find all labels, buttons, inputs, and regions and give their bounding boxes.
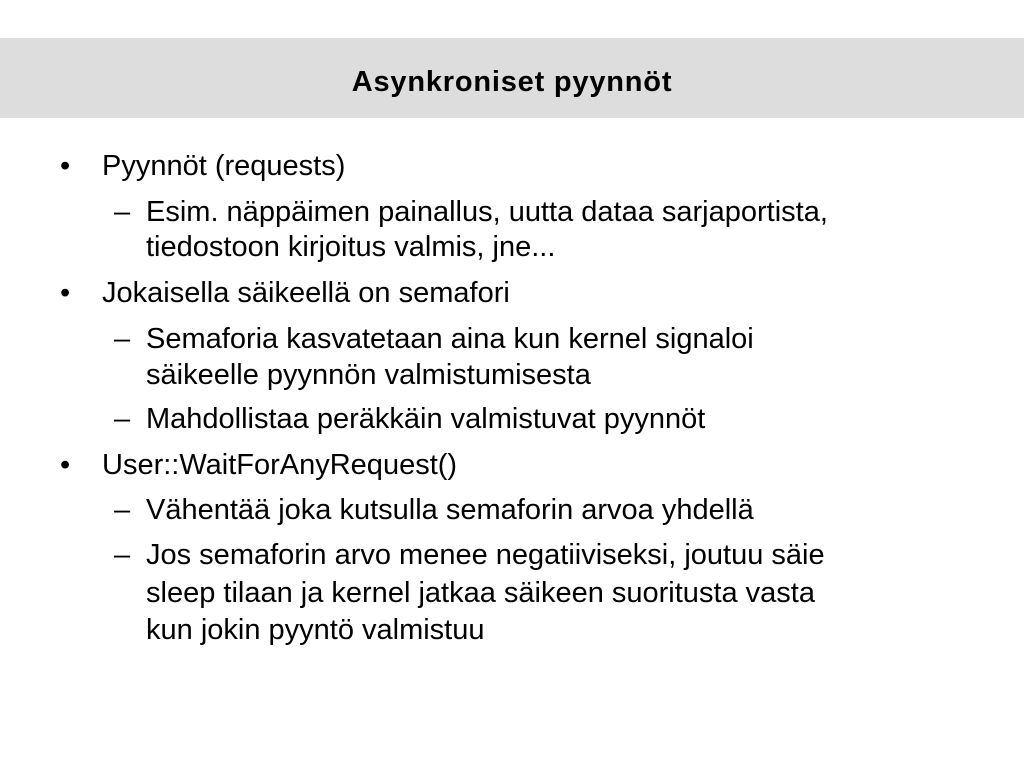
sub-bullet-marker: –: [114, 403, 131, 435]
sub-bullet-line: kun jokin pyyntö valmistuu: [146, 614, 485, 646]
bullet-item: User::WaitForAnyRequest(): [102, 449, 458, 481]
sub-bullet-line: Jos semaforin arvo menee negatiiviseksi, joutuu säie: [146, 539, 825, 571]
sub-bullet-line: säikeelle pyynnön valmistumisesta: [146, 359, 591, 391]
slide-title: Asynkroniset pyynnöt: [351, 66, 673, 98]
sub-bullet-line: Esim. näppäimen painallus, uutta dataa sarjaportista,: [146, 196, 828, 228]
sub-bullet-line: Vähentää joka kutsulla semaforin arvoa yhdellä: [146, 494, 754, 526]
sub-bullet-marker: –: [114, 196, 131, 228]
sub-bullet-line: tiedostoon kirjoitus valmis, jne...: [146, 231, 556, 263]
sub-bullet-line: Semaforia kasvatetaan aina kun kernel signaloi: [146, 323, 754, 355]
sub-bullet-line: Mahdollistaa peräkkäin valmistuvat pyynnöt: [146, 403, 706, 435]
bullet-item: Pyynnöt (requests): [102, 150, 346, 182]
bullet-marker: •: [60, 277, 71, 309]
bullet-item: Jokaisella säikeellä on semafori: [102, 277, 510, 309]
bullet-marker: •: [60, 150, 71, 182]
sub-bullet-marker: –: [114, 494, 131, 526]
sub-bullet-marker: –: [114, 539, 131, 571]
bullet-marker: •: [60, 449, 71, 481]
sub-bullet-marker: –: [114, 323, 131, 355]
sub-bullet-line: sleep tilaan ja kernel jatkaa säikeen suoritusta vasta: [146, 577, 815, 609]
